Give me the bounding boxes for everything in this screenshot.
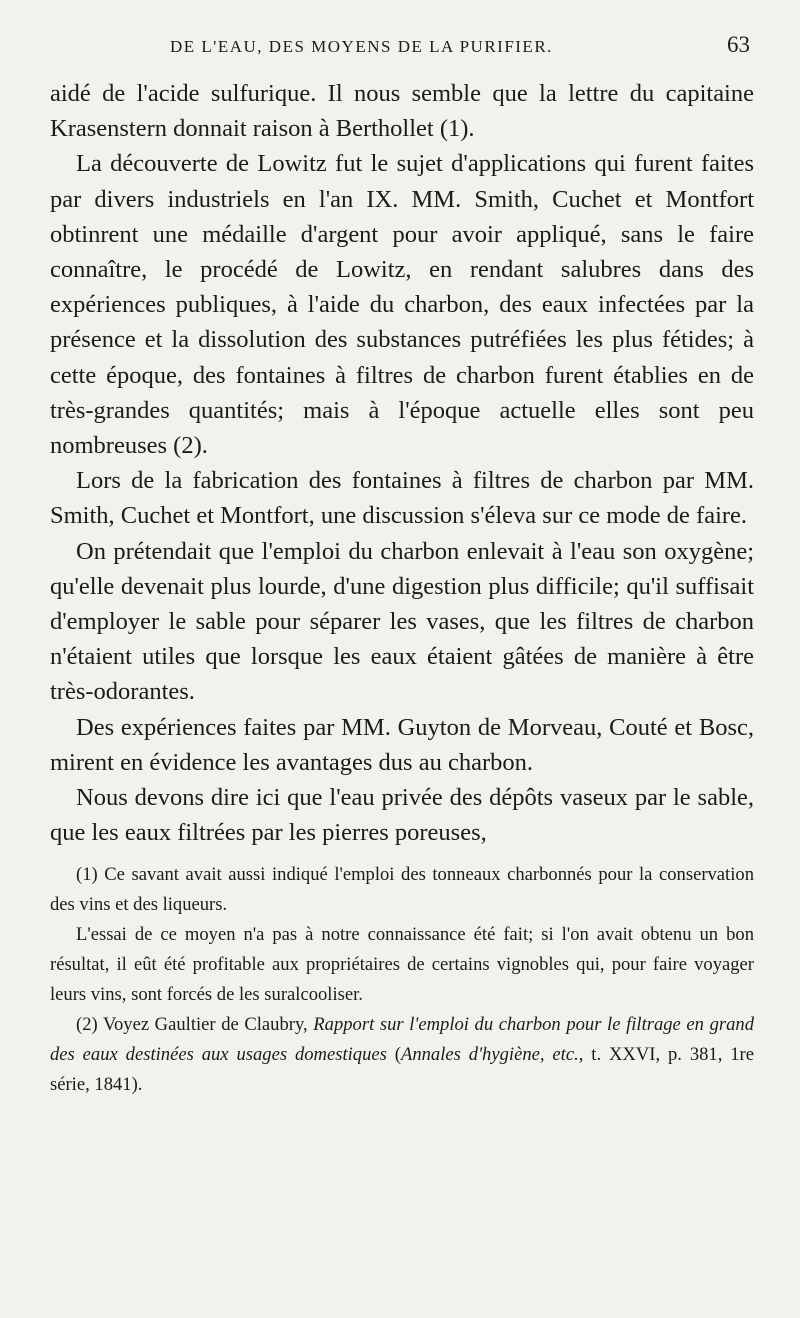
footnotes xyxy=(50,860,754,1100)
running-head: DE L'EAU, DES MOYENS DE LA PURIFIER. xyxy=(170,37,553,56)
paragraph-5: Des expériences faites par MM. Guyton de Morveau, Couté et Bosc, mirent en évidence les avantages dus au charbon. xyxy=(50,713,754,776)
paragraph-1: aidé de l'acide sulfurique. Il nous semble que la lettre du capitaine Krasenstern donnait raison à Berthollet (1). xyxy=(50,80,754,143)
footnote-1-continued: L'essai de ce moyen n'a pas à notre connaissance été fait; si l'on avait obtenu un bon résultat, il eût été profitable aux propriétaires de certains vignobles qui, pour faire voyager leurs vins, sont forcés de les suralcooliser. xyxy=(50,924,754,1006)
paragraph-4: On prétendait que l'emploi du charbon enlevait à l'eau son oxygène; qu'elle devenait plus lourde, d'une digestion plus difficile; qu'il suffisait d'employer le sable pour séparer les vases, que les filtres de charbon n'étaient utiles que lorsque les eaux étaient gâtées de manière à être très-odorantes. xyxy=(50,537,754,706)
paragraph-2: La découverte de Lowitz fut le sujet d'applications qui furent faites par divers industriels en l'an IX. MM. Smith, Cuchet et Montfort obtinrent une médaille d'argent pour avoir appliqué, sans le faire connaître, le procédé de Lowitz, en rendant salubres dans des expériences publiques, à l'aide du charbon, des eaux infectées par la présence et la dissolution des substances putréfiées les plus fétides; à cette époque, des fontaines à filtres de charbon furent établies en de très-grandes quantités; mais à l'époque actuelle elles sont peu nombreuses (2). xyxy=(50,150,754,460)
footnote-2-journal: Annales d'hygiène, etc. xyxy=(400,1044,579,1066)
paragraph-3: Lors de la fabrication des fontaines à filtres de charbon par MM. Smith, Cuchet et Montfort, une discussion s'éleva sur ce mode de faire. xyxy=(50,467,754,530)
footnote-2-prefix: (2) Voyez Gaultier de Claubry, xyxy=(76,1014,308,1036)
footnote-2-title: Rapport sur l'emploi du charbon pour le filtrage en grand des eaux destinées aux usages domestiques xyxy=(50,1014,754,1066)
footnote-1: (1) Ce savant avait aussi indiqué l'emploi des tonneaux charbonnés pour la conservation des vins et des liqueurs. xyxy=(50,864,754,916)
paragraph-6: Nous devons dire ici que l'eau privée des dépôts vaseux par le sable, que les eaux filtrées par les pierres poreuses, xyxy=(50,784,754,847)
page-number: 63 xyxy=(727,32,750,57)
footnote-2-suffix: , t. XXVI, p. 381, 1re série, 1841). xyxy=(50,1044,754,1096)
footnote-2 xyxy=(50,1010,754,1100)
footnote-2-paren: ( xyxy=(394,1044,401,1066)
page-header xyxy=(50,32,754,76)
main-text xyxy=(50,76,754,850)
